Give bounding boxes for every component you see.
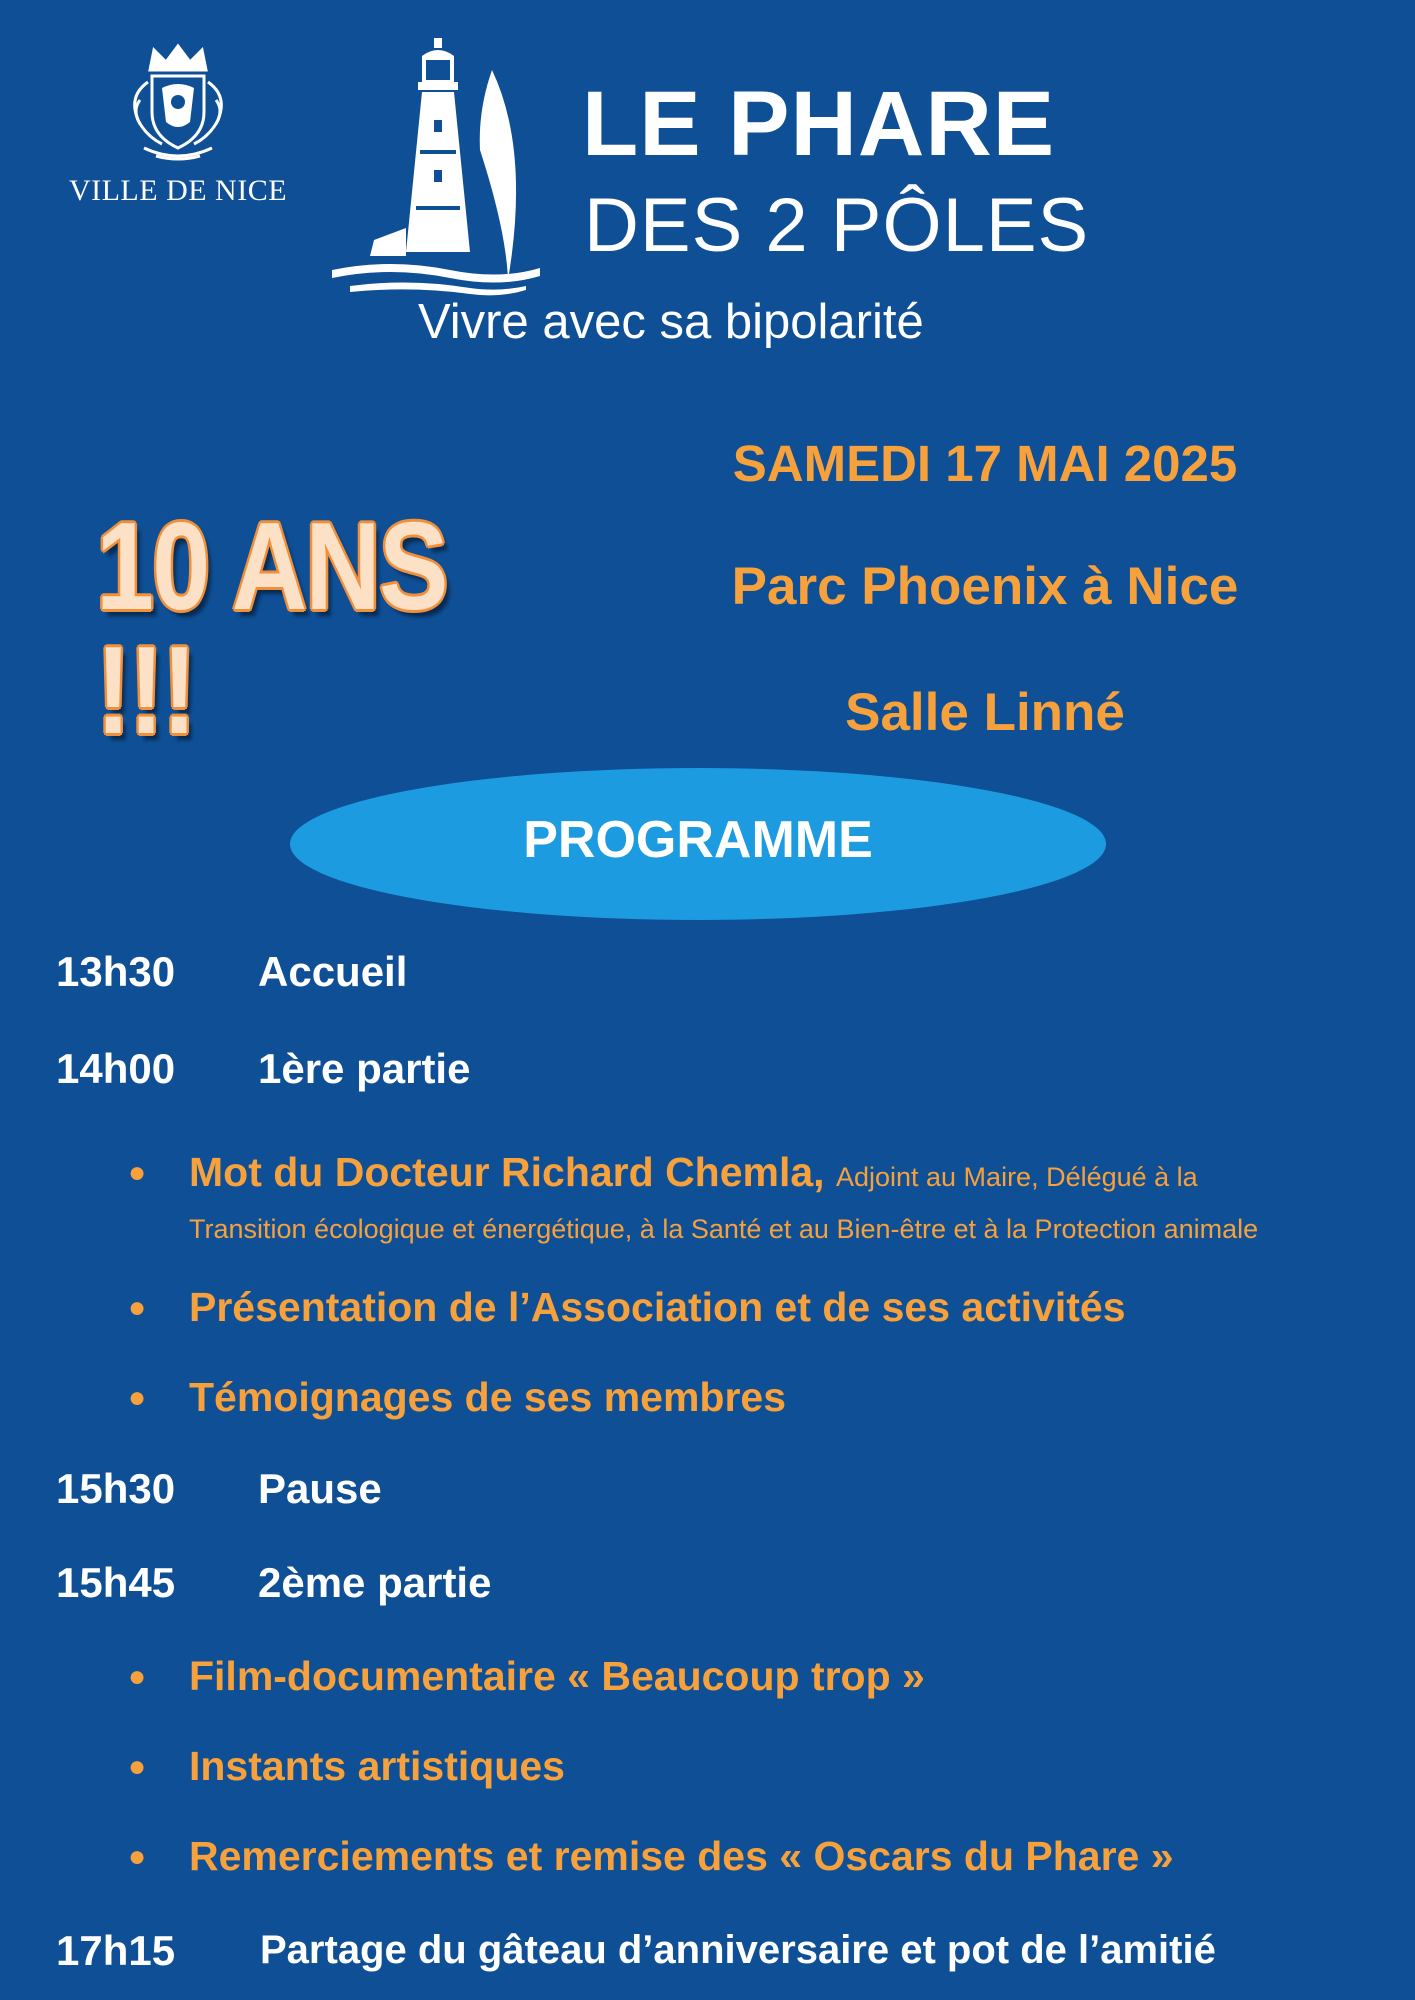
slot-label: Accueil — [258, 948, 408, 995]
slot-time: 14h00 — [56, 1045, 176, 1092]
slot-time: 13h30 — [56, 948, 176, 995]
brand-tagline: Vivre avec sa bipolarité — [418, 295, 924, 349]
slot-label: 1ère partie — [258, 1045, 471, 1092]
slot-time: 15h30 — [56, 1465, 176, 1512]
list-item-text: Film-documentaire « Beaucoup trop » — [189, 1653, 925, 1699]
event-room: Salle Linné — [845, 683, 1125, 742]
event-date: SAMEDI 17 MAI 2025 — [732, 435, 1238, 492]
bullet-icon: ● — [128, 1840, 147, 1873]
item-note-line2: Transition écologique et énergétique, à la Santé et au Bien-être et à la Protection animale — [189, 1214, 1259, 1244]
list-item-text: Présentation de l’Association et de ses activités — [189, 1284, 1126, 1330]
anniversary-headline: 10 ANS !!! — [96, 498, 447, 760]
bullet-icon: ● — [128, 1381, 147, 1414]
city-crest-icon — [118, 40, 238, 165]
bullet-icon: ● — [128, 1750, 147, 1783]
ville-de-nice-logo — [58, 40, 298, 210]
slot-label: Partage du gâteau d’anniversaire et pot de l’amitié — [260, 1928, 1216, 1972]
city-name: VILLE DE NICE — [68, 174, 288, 207]
programme-heading-pill — [290, 768, 1106, 920]
event-place: Parc Phoenix à Nice — [731, 557, 1239, 616]
brand-title: LE PHARE — [582, 73, 1056, 175]
programme-heading: PROGRAMME — [523, 811, 873, 869]
bullet-icon: ● — [128, 1660, 147, 1693]
lighthouse-icon — [330, 30, 570, 300]
list-item-text: Remerciements et remise des « Oscars du Phare » — [189, 1833, 1174, 1879]
bullet-icon: ● — [128, 1156, 147, 1189]
slot-label: Pause — [258, 1465, 382, 1512]
slot-time: 17h15 — [56, 1927, 176, 1974]
bullet-icon: ● — [128, 1291, 147, 1324]
list-item-text — [189, 1149, 1198, 1195]
brand-subtitle: DES 2 PÔLES — [584, 183, 1090, 268]
item-note: Adjoint au Maire, Délégué à la — [835, 1162, 1198, 1192]
slot-time: 15h45 — [56, 1559, 176, 1606]
list-item-text: Témoignages de ses membres — [189, 1374, 787, 1420]
item-title: Mot du Docteur Richard Chemla, — [189, 1149, 825, 1195]
slot-label: 2ème partie — [258, 1559, 492, 1606]
list-item-text: Instants artistiques — [189, 1743, 565, 1789]
